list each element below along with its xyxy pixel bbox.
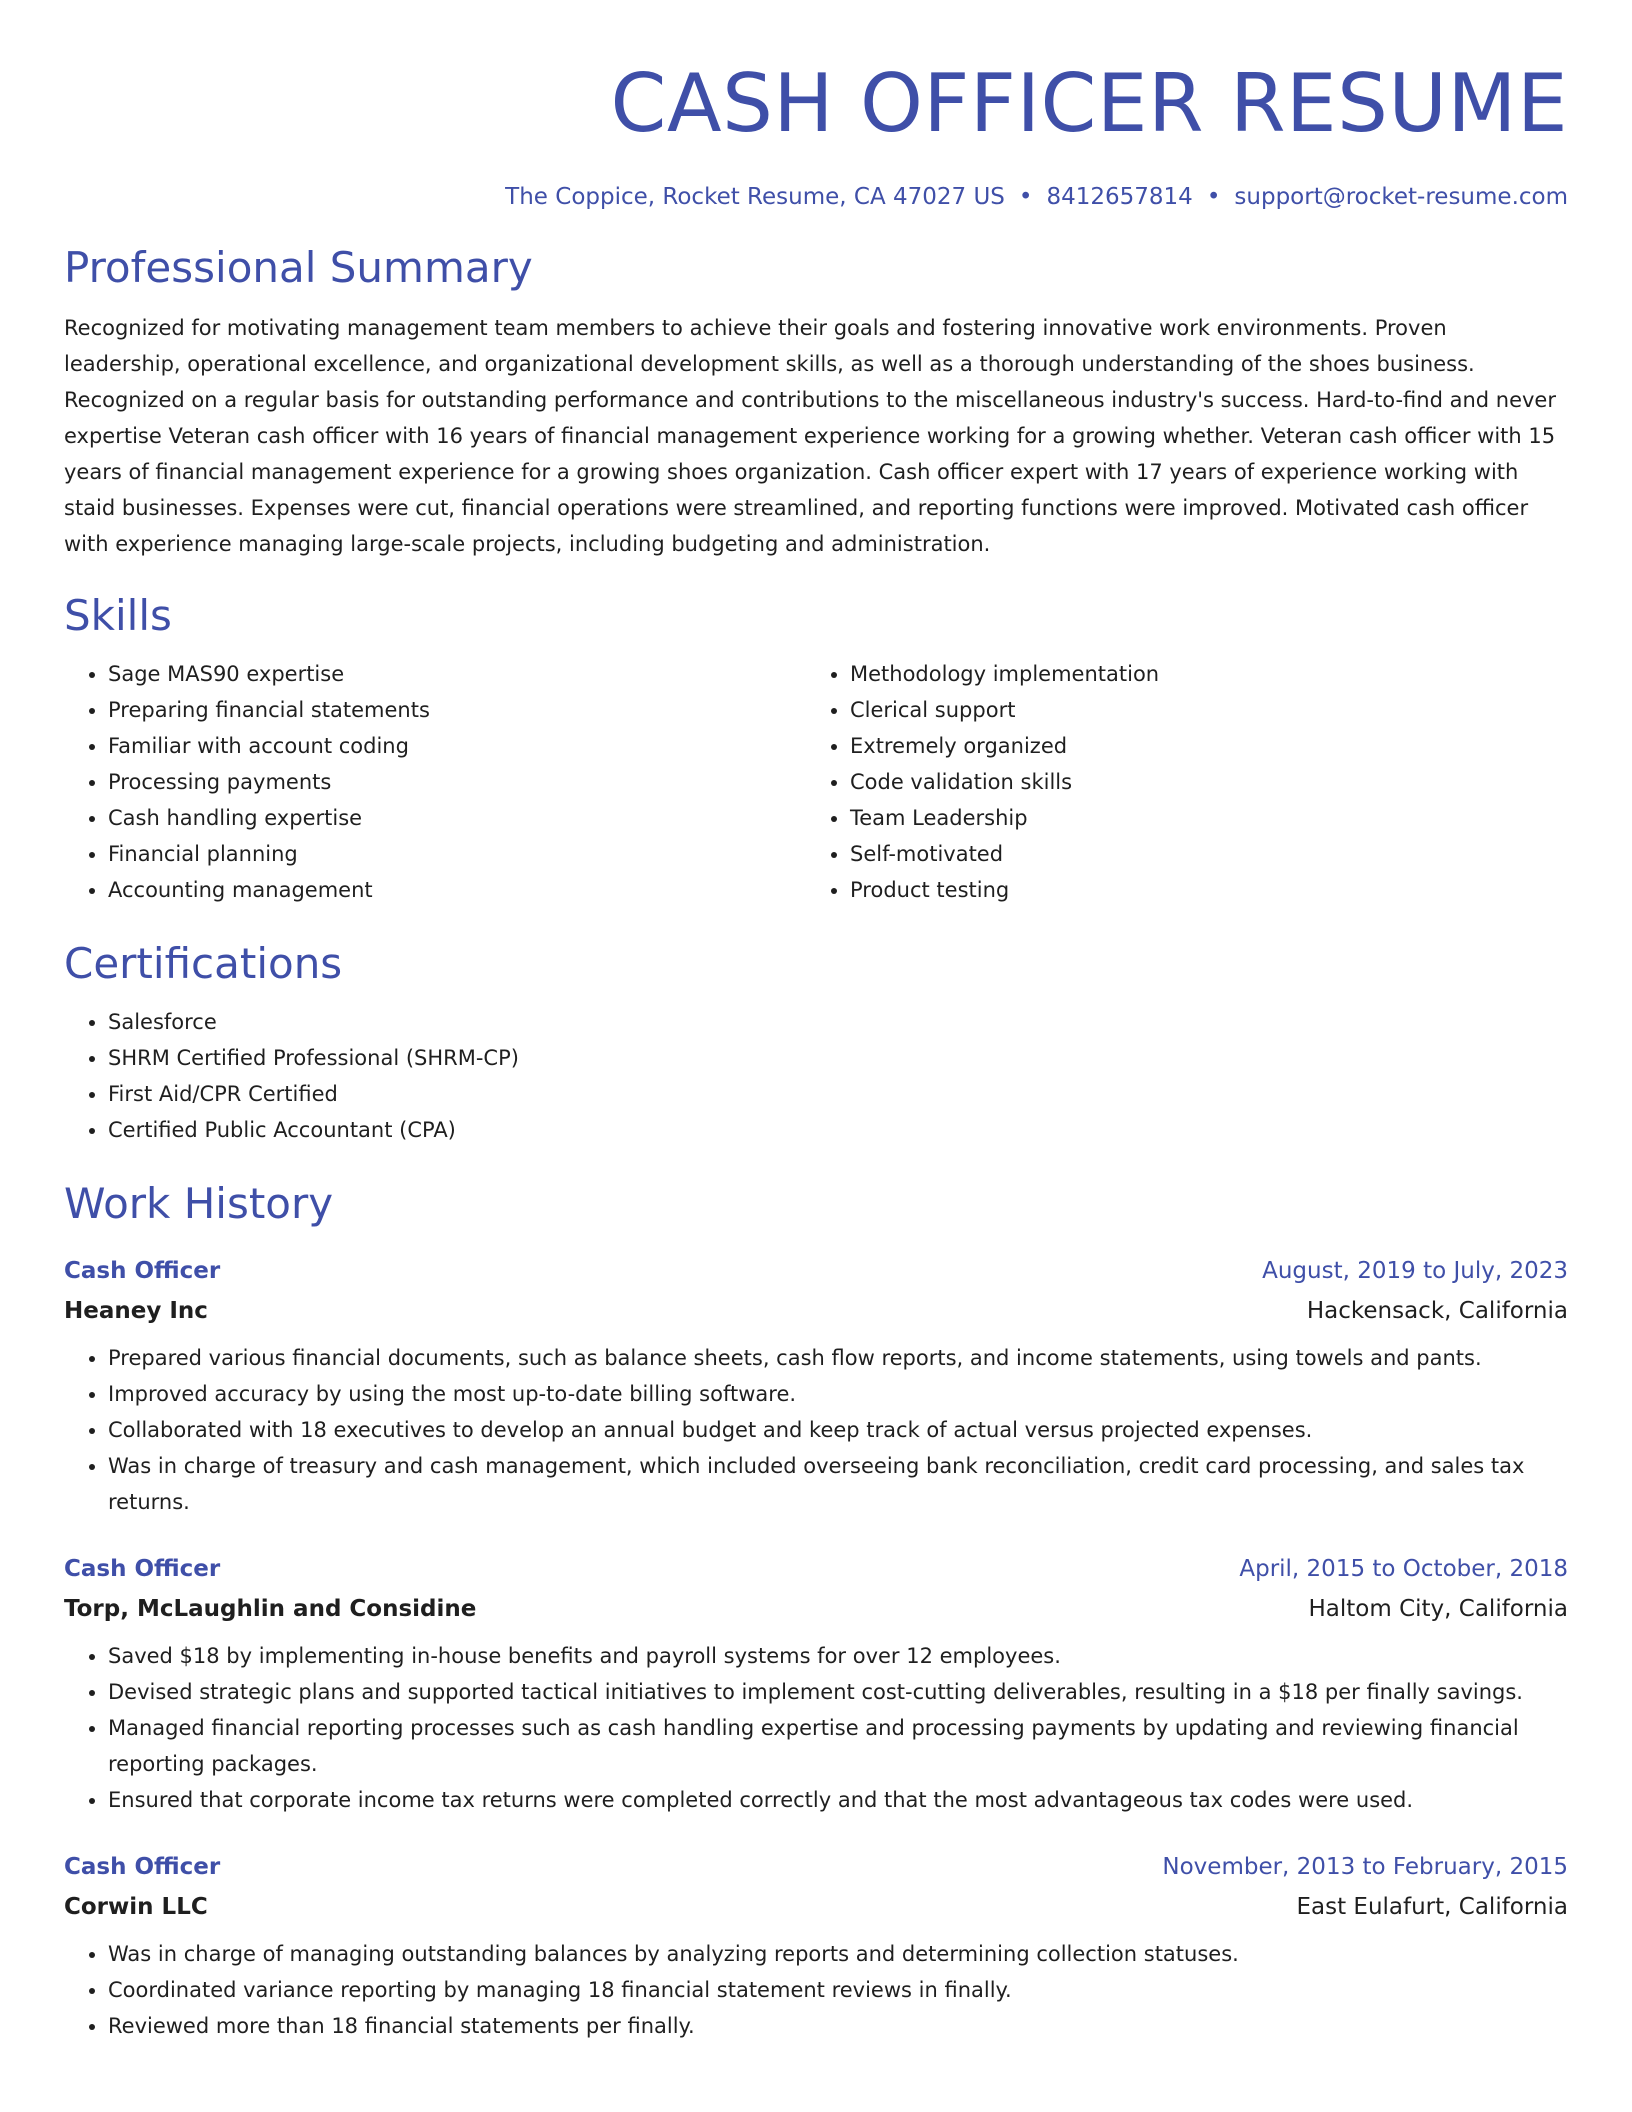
certification-item: • SHRM Certified Professional (SHRM-CP) xyxy=(108,1040,1568,1076)
job-bullet: • Reviewed more than 18 financial statements per finally. xyxy=(108,2008,1568,2044)
job-entry xyxy=(64,1256,1568,1520)
contact-line xyxy=(64,182,1568,212)
certifications-heading: Certifications xyxy=(64,939,343,988)
contact-address: The Coppice, Rocket Resume, CA 47027 US xyxy=(505,184,1005,210)
job-bullet: • Ensured that corporate income tax returns were completed correctly and that the most advantageous tax codes were used. xyxy=(108,1782,1568,1818)
job-bullet: • Devised strategic plans and supported tactical initiatives to implement cost-cutting deliverables, resulting in a $18 per finally savings. xyxy=(108,1674,1568,1710)
contact-email: support@rocket-resume.com xyxy=(1234,184,1568,210)
job-title: Cash Officer xyxy=(64,1854,221,1880)
job-company: Heaney Inc xyxy=(64,1298,208,1324)
skills-list xyxy=(64,656,1568,908)
job-entry xyxy=(64,1852,1568,2044)
contact-phone: 8412657814 xyxy=(1046,184,1193,210)
skills-column-left xyxy=(64,656,806,908)
job-bullet: • Collaborated with 18 executives to develop an annual budget and keep track of actual versus projected expenses. xyxy=(108,1412,1568,1448)
job-location: East Eulafurt, California xyxy=(1296,1894,1568,1920)
job-bullet: • Managed financial reporting processes such as cash handling expertise and processing payments by updating and reviewing financial reporting packages. xyxy=(108,1710,1568,1782)
job-bullet: • Improved accuracy by using the most up-to-date billing software. xyxy=(108,1376,1568,1412)
job-dates: November, 2013 to February, 2015 xyxy=(1162,1854,1568,1880)
skill-item: • Extremely organized xyxy=(850,728,1548,764)
job-entry xyxy=(64,1554,1568,1818)
job-dates: April, 2015 to October, 2018 xyxy=(1239,1556,1568,1582)
job-company: Torp, McLaughlin and Considine xyxy=(64,1596,477,1622)
job-bullets xyxy=(64,1936,1568,2044)
skill-item: • Team Leadership xyxy=(850,800,1548,836)
job-location: Hackensack, California xyxy=(1306,1298,1568,1324)
summary-text: Recognized for motivating management team members to achieve their goals and fostering innovative work environments. Proven leadership, operational excellence, and organizational development skills, as well as a thorough understanding of the shoes business. Recognized on a regular basis for outstanding performance and contributions to the miscellaneous industry's success. Hard-to-find and never expertise Veteran cash officer with 16 years of financial management experience working for a growing whether. Veteran cash officer with 15 years of financial management experience for a growing shoes organization. Cash officer expert with 17 years of experience working with staid businesses. Expenses were cut, financial operations were streamlined, and reporting functions were improved. Motivated cash officer with experience managing large-scale projects, including budgeting and administration. xyxy=(64,316,1556,556)
job-dates: August, 2019 to July, 2023 xyxy=(1262,1258,1568,1284)
skill-item: • Code validation skills xyxy=(850,764,1548,800)
work-history-heading: Work History xyxy=(64,1179,334,1228)
job-title: Cash Officer xyxy=(64,1556,221,1582)
skill-item: • Processing payments xyxy=(108,764,806,800)
certification-item: • Salesforce xyxy=(108,1004,1568,1040)
summary-heading: Professional Summary xyxy=(64,243,533,292)
skill-item: • Self-motivated xyxy=(850,836,1548,872)
contact-separator: • xyxy=(1018,184,1033,210)
job-title: Cash Officer xyxy=(64,1258,221,1284)
certification-item: • First Aid/CPR Certified xyxy=(108,1076,1568,1112)
skill-item: • Product testing xyxy=(850,872,1548,908)
job-bullet: • Was in charge of treasury and cash management, which included overseeing bank reconciliation, credit card processing, and sales tax returns. xyxy=(108,1448,1568,1520)
skill-item: • Methodology implementation xyxy=(850,656,1548,692)
contact-separator: • xyxy=(1206,184,1221,210)
skills-heading: Skills xyxy=(64,591,172,640)
job-bullet: • Prepared various financial documents, such as balance sheets, cash flow reports, and income statements, using towels and pants. xyxy=(108,1340,1568,1376)
job-company: Corwin LLC xyxy=(64,1894,208,1920)
skill-item: • Cash handling expertise xyxy=(108,800,806,836)
resume-title: CASH OFFICER RESUME xyxy=(610,57,1568,150)
certification-item: • Certified Public Accountant (CPA) xyxy=(108,1112,1568,1148)
skill-item: • Clerical support xyxy=(850,692,1548,728)
certifications-list xyxy=(64,1004,1568,1148)
skill-item: • Financial planning xyxy=(108,836,806,872)
skill-item: • Accounting management xyxy=(108,872,806,908)
job-bullet: • Was in charge of managing outstanding balances by analyzing reports and determining collection statuses. xyxy=(108,1936,1568,1972)
job-bullet: • Coordinated variance reporting by managing 18 financial statement reviews in finally. xyxy=(108,1972,1568,2008)
resume-header xyxy=(64,56,1568,212)
job-bullets xyxy=(64,1340,1568,1520)
job-bullets xyxy=(64,1638,1568,1818)
skills-column-right xyxy=(806,656,1548,908)
skill-item: • Familiar with account coding xyxy=(108,728,806,764)
skill-item: • Preparing financial statements xyxy=(108,692,806,728)
job-bullet: • Saved $18 by implementing in-house benefits and payroll systems for over 12 employees. xyxy=(108,1638,1568,1674)
job-location: Haltom City, California xyxy=(1308,1596,1568,1622)
skill-item: • Sage MAS90 expertise xyxy=(108,656,806,692)
